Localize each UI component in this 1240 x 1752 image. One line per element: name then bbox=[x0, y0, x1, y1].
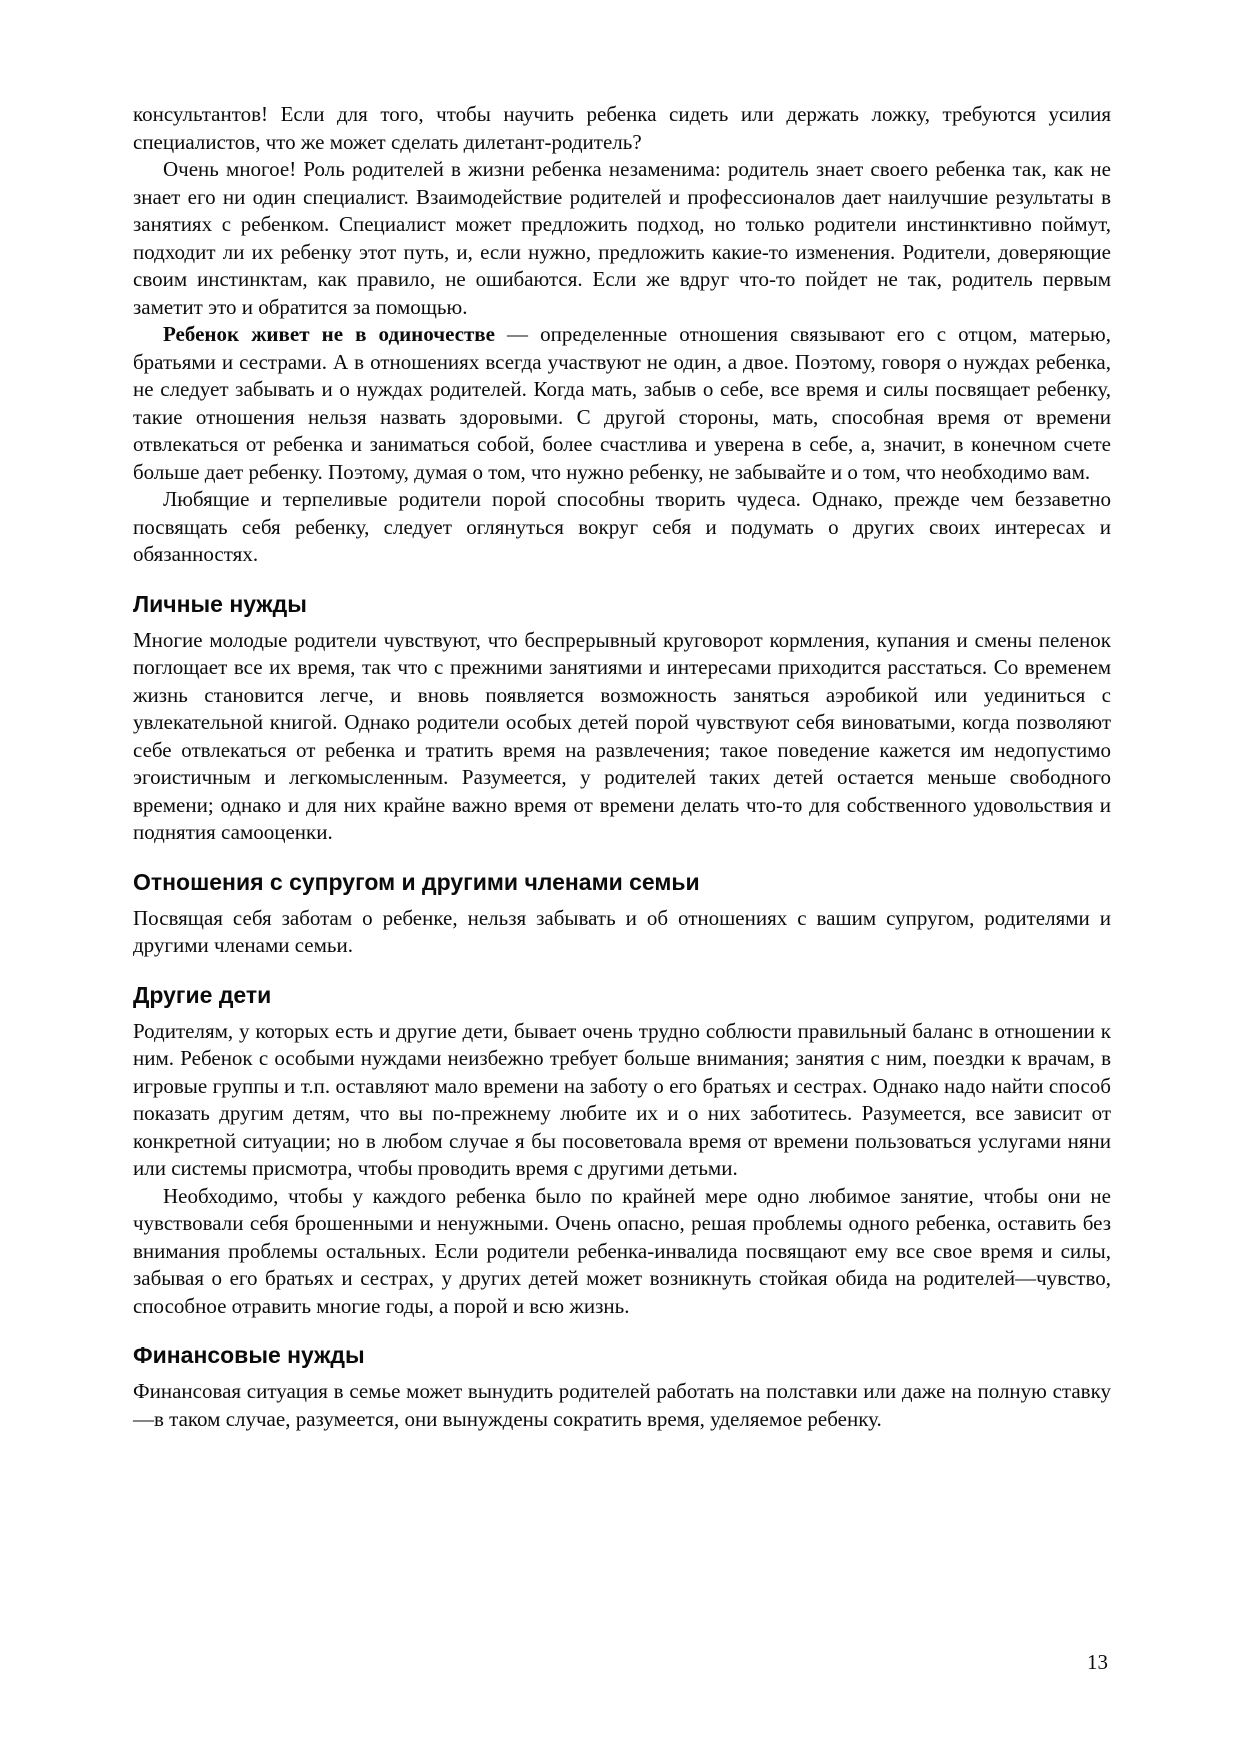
paragraph: Многие молодые родители чувствуют, что беспрерывный круговорот кормления, купания и смены пеленок поглощает все их время, так что с прежними занятиями и интересами приходится расстаться. Со временем жизнь становится легче, и вновь появляется возможность заняться аэробикой или уединиться с увлекательной книгой. Однако родители особых детей порой чувствуют себя виноватыми, когда позволяют себе отвлекаться от ребенка и тратить время на развлечения; такое поведение кажется им недопустимо эгоистичным и легкомысленным. Разумеется, у родителей таких детей остается меньше свободного времени; однако и для них крайне важно время от времени делать что-то для собственного удовольствия и поднятия самооценки. bbox=[133, 627, 1111, 844]
paragraph: Посвящая себя заботам о ребенке, нельзя забывать и об отношениях с вашим супругом, родителями и другими членами семьи. bbox=[133, 905, 1111, 957]
paragraph: Необходимо, чтобы у каждого ребенка было по крайней мере одно любимое занятие, чтобы они не чувствовали себя брошенными и ненужными. Очень опасно, решая проблемы одного ребенка, оставить без внимания проблемы остальных. Если родители ребенка-инвалида посвящают ему все свое время и силы, забывая о его братьях и сестрах, у других детей может возникнуть стойкая обида на родителей—чувство, способное отравить многие годы, а порой и всю жизнь. bbox=[133, 1183, 1111, 1318]
section-heading: Личные нужды bbox=[133, 590, 307, 617]
section-heading: Другие дети bbox=[133, 981, 272, 1008]
document-body bbox=[133, 101, 1111, 1433]
paragraph: консультантов! Если для того, чтобы научить ребенка сидеть или держать ложку, требуются усилия специалистов, что же может сделать дилетант-родитель? bbox=[133, 102, 1111, 154]
section-heading: Отношения с супругом и другими членами семьи bbox=[133, 868, 700, 895]
paragraph: Ребенок живет не в одиночестве — определенные отношения связывают его с отцом, матерью, братьями и сестрами. А в отношениях всегда участвуют не один, а двое. Поэтому, говоря о нуждах ребенка, не следует забывать и о нуждах родителей. Когда мать, забыв о себе, все время и силы посвящает ребенку, такие отношения нельзя назвать здоровыми. С другой стороны, мать, способная время от времени отвлекаться от ребенка и заниматься собой, более счастлива и уверена в себе, а, значит, в конечном счете больше дает ребенку. Поэтому, думая о том, что нужно ребенку, не забывайте и о том, что необходимо вам. bbox=[133, 322, 1111, 484]
paragraph: Любящие и терпеливые родители порой способны творить чудеса. Однако, прежде чем беззаветно посвящать себя ребенку, следует оглянуться вокруг себя и подумать о других своих интересах и обязанностях. bbox=[133, 487, 1111, 566]
paragraph: Родителям, у которых есть и другие дети, бывает очень трудно соблюсти правильный баланс в отношении к ним. Ребенок с особыми нуждами неизбежно требует больше внимания; занятия с ним, поездки к врачам, в игровые группы и т.п. оставляют мало времени на заботу о его братьях и сестрах. Однако надо найти способ показать другим детям, что вы по-прежнему любите их и о них заботитесь. Разумеется, все зависит от конкретной ситуации; но в любом случае я бы посоветовала время от времени пользоваться услугами няни или системы присмотра, чтобы проводить время с другими детьми. bbox=[133, 1018, 1111, 1180]
section-heading: Финансовые нужды bbox=[133, 1342, 365, 1368]
paragraph: Финансовая ситуация в семье может вынудить родителей работать на полставки или даже на полную ставку—в таком случае, разумеется, они вынуждены сократить время, уделяемое ребенку. bbox=[133, 1379, 1111, 1431]
paragraph: Очень многое! Роль родителей в жизни ребенка незаменима: родитель знает своего ребенка так, как не знает его ни один специалист. Взаимодействие родителей и профессионалов дает наилучшие результаты в занятиях с ребенком. Специалист может предложить подход, но только родители инстинктивно поймут, подходит ли их ребенку этот путь, и, если нужно, предложить какие-то изменения. Родители, доверяющие своим инстинктам, как правило, не ошибаются. Если же вдруг что-то пойдет не так, родитель первым заметит это и обратится за помощью. bbox=[133, 157, 1111, 319]
page-number: 13 bbox=[1087, 1650, 1108, 1674]
paragraph-bold-lead: Ребенок живет не в одиночестве bbox=[163, 322, 495, 346]
